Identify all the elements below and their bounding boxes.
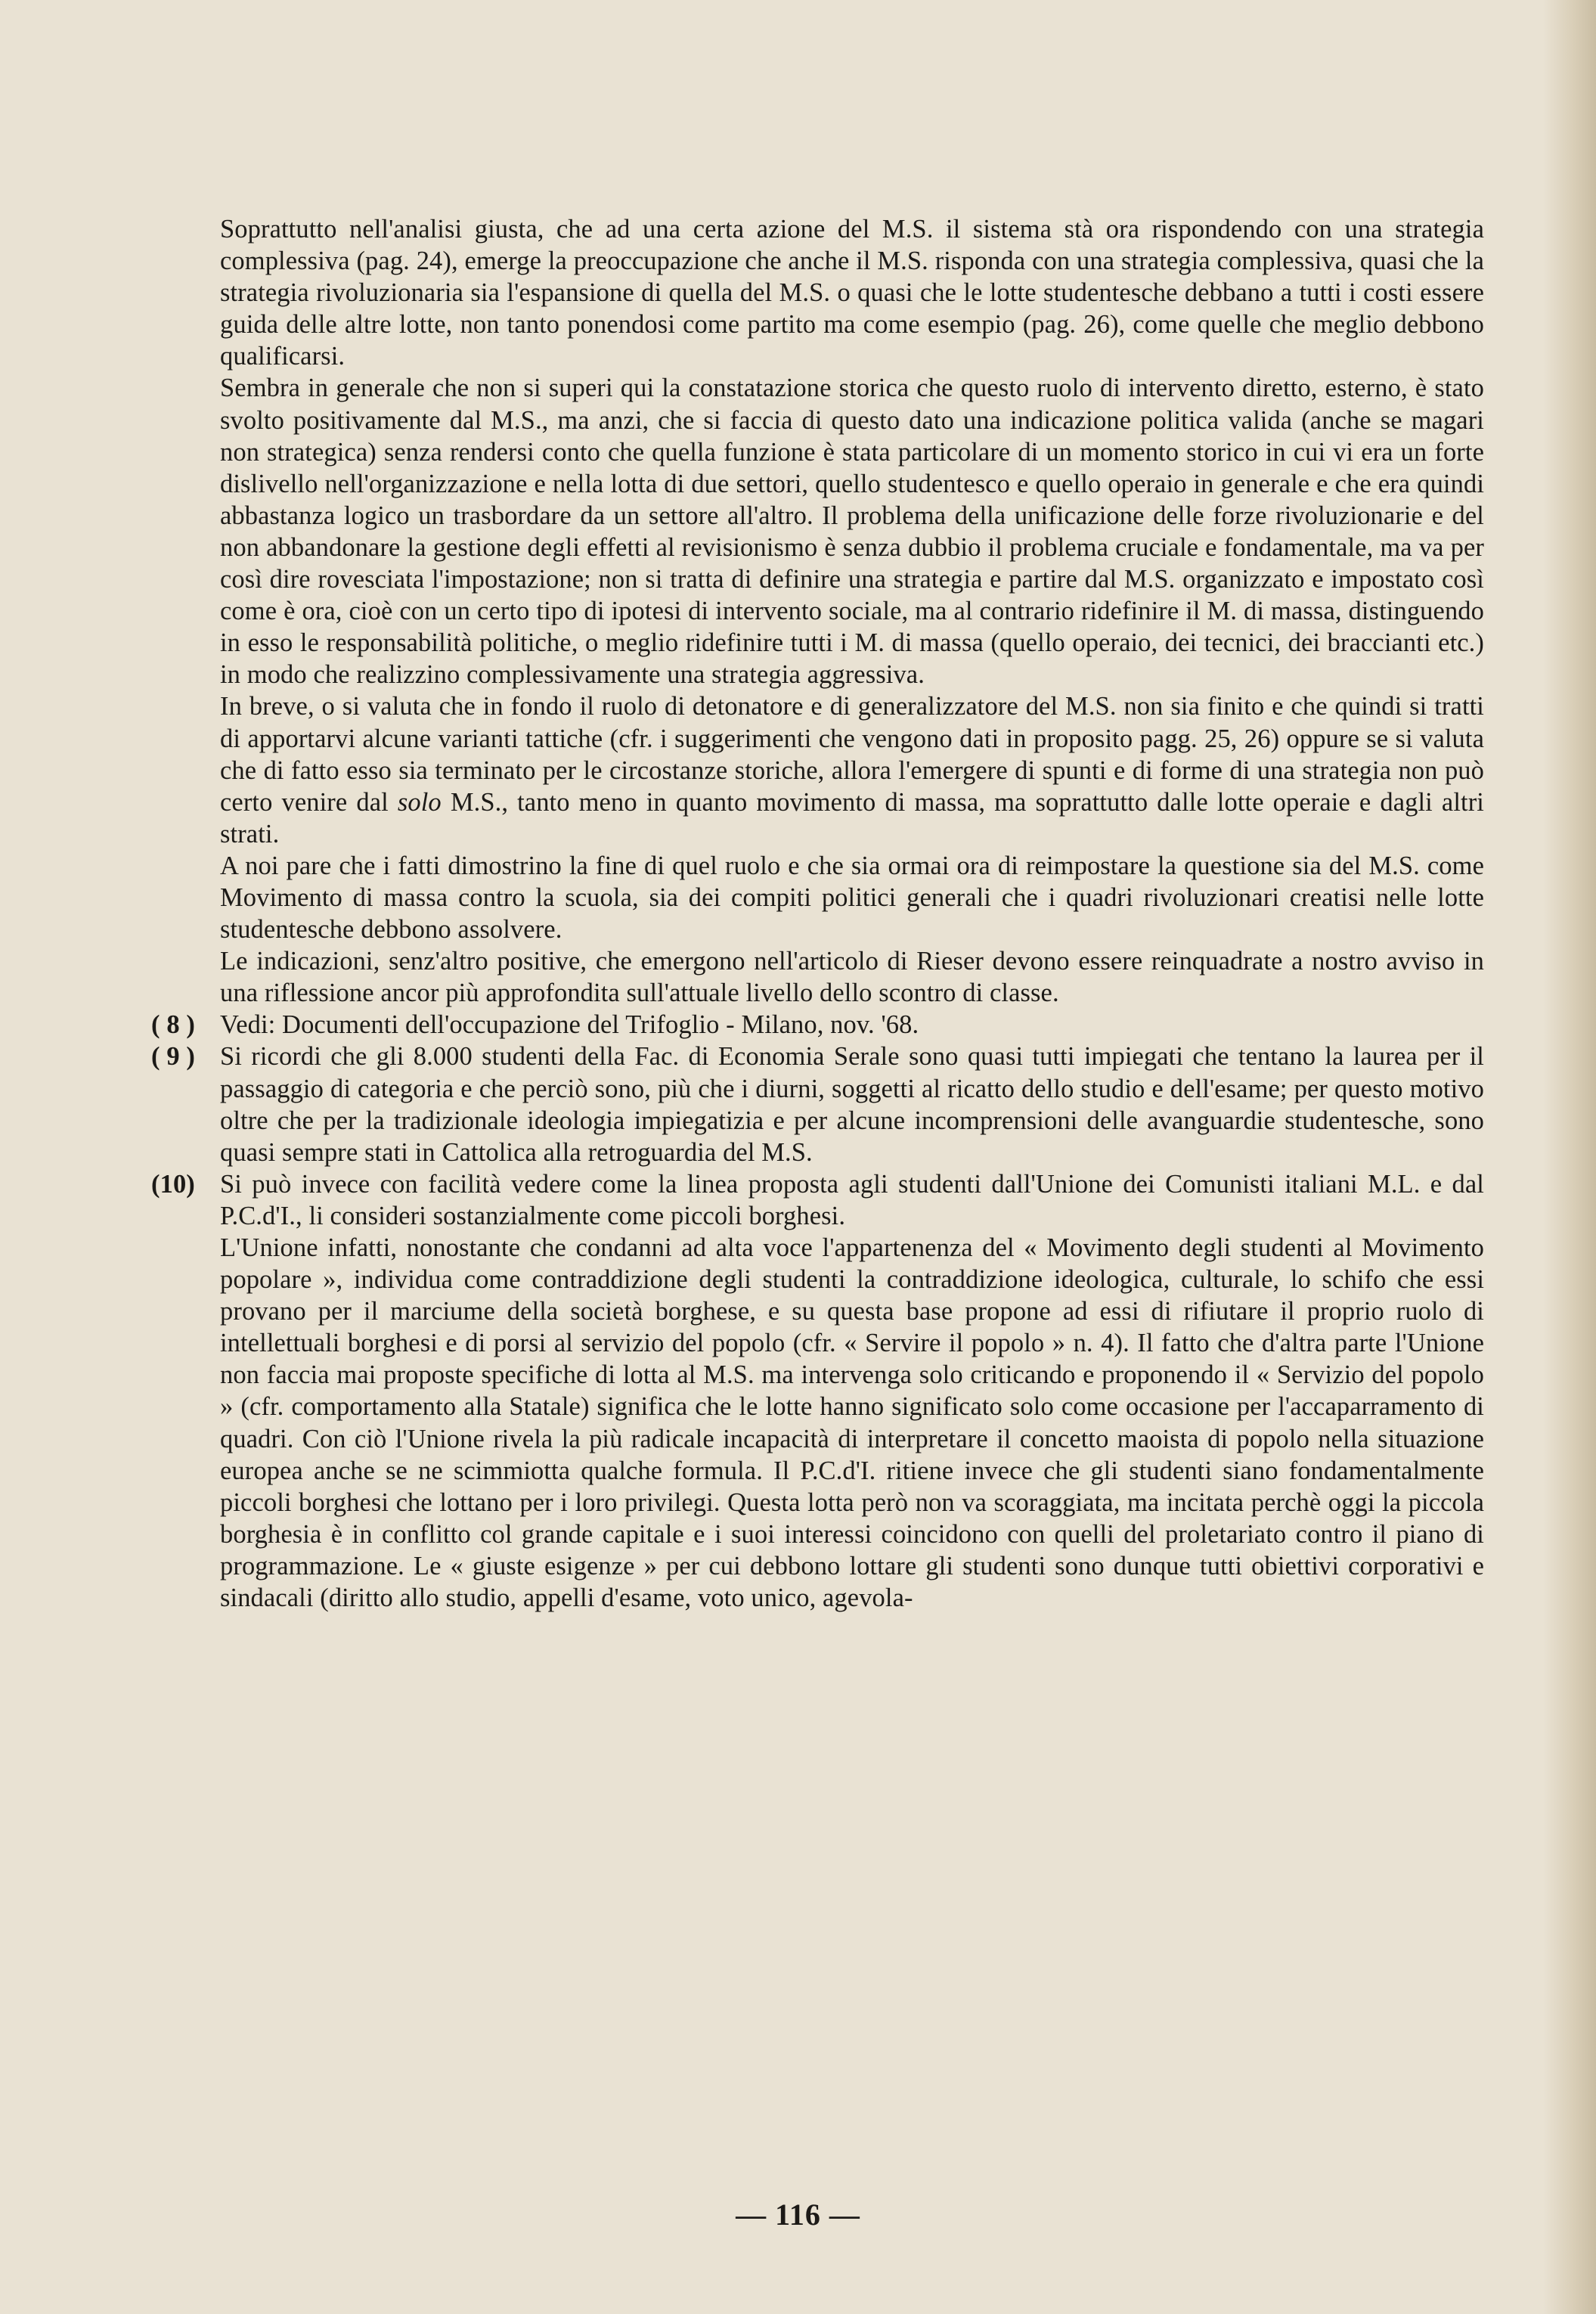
footnote-marker: ( 9 ) [151, 1042, 195, 1072]
footnote-text: Si può invece con facilità vedere come la linea proposta agli studenti dall'Unione dei Comunisti italiani M.L. e dal P.C.d'I., li consideri sostanzialmente come piccoli borghesi. [220, 1169, 1484, 1230]
footnote-9 [151, 1041, 1484, 1168]
paragraph-3-emphasis: solo [397, 787, 442, 817]
footnote-10 [151, 1168, 1484, 1614]
paragraph-5: Le indicazioni, senz'altro positive, che emergono nell'articolo di Rieser devono essere reinquadrate a nostro avviso in una riflessione ancor più approfondita sull'attuale livello dello scontro di classe. [220, 947, 1484, 1008]
footnote-continuation: L'Unione infatti, nonostante che condanni ad alta voce l'appartenenza del « Movimento degli studenti al Movimento popolare », individua come contraddizione degli studenti la contraddizione ideologica, culturale, lo schifo che essi provano per il marciume della società borghese, e su questa base propone ad essi di rifiutare il proprio ruolo di intellettuali borghesi e di porsi al servizio del popolo (cfr. « Servire il popolo » n. 4). Il fatto che d'altra parte l'Unione non faccia mai proposte specifiche di lotta al M.S. ma intervenga solo criticando e proponendo il « Servizio del popolo » (cfr. comportamento alla Statale) significa che le lotte hanno significato solo come occasione per l'accaparramento di quadri. Con ciò l'Unione rivela la più radicale incapacità di interpretare il concetto maoista di popolo nella situazione europea anche se ne scimmiotta qualche formula. Il P.C.d'I. ritiene invece che gli studenti siano fondamentalmente piccoli borghesi che lottano per i loro privilegi. Questa lotta però non va scoraggiata, ma incitata perchè oggi la piccola borghesia è in conflitto col grande capitale e i suoi interessi coincidono con quelli del proletariato contro il piano di programmazione. Le « giuste esigenze » per cui debbono lottare gli studenti sono dunque tutti obiettivi corporativi e sindacali (diritto allo studio, appelli d'esame, voto unico, agevola- [220, 1233, 1484, 1613]
paragraph-3 [220, 690, 1484, 849]
footnote-marker: (10) [151, 1169, 195, 1199]
body-text [151, 213, 1484, 1614]
footnote-marker: ( 8 ) [151, 1010, 195, 1040]
page-number: — 116 — [736, 2198, 860, 2232]
footnote-8 [151, 1009, 1484, 1041]
paragraph-4: A noi pare che i fatti dimostrino la fine di quel ruolo e che sia ormai ora di reimpostare la questione sia del M.S. come Movimento di massa contro la scuola, sia dei compiti politici generali che i quadri rivoluzionari creatisi nelle lotte studentesche debbono assolvere. [220, 851, 1484, 945]
page-edge-shadow [1543, 0, 1596, 2314]
paragraph-1: Soprattutto nell'analisi giusta, che ad una certa azione del M.S. il sistema stà ora rispondendo con una strategia complessiva (pag. 24), emerge la preoccupazione che anche il M.S. risponda con una strategia complessiva, quasi che la strategia rivoluzionaria sia l'espansione di quella del M.S. o quasi che le lotte studentesche debbano a tutti i costi essere guida delle altre lotte, non tanto ponendosi come partito ma come esempio (pag. 26), come quelle che meglio debbono qualificarsi. [220, 215, 1484, 371]
footnote-text: Vedi: Documenti dell'occupazione del Trifoglio - Milano, nov. '68. [220, 1010, 919, 1040]
footnote-text: Si ricordi che gli 8.000 studenti della Fac. di Economia Serale sono quasi tutti impiegati che tentano la laurea per il passaggio di categoria e che perciò sono, più che i diurni, soggetti al ricatto dello studio e dell'esame; per questo motivo oltre che per la tradizionale ideologia impiegatizia e per alcune incomprensioni delle avanguardie studentesche, sono quasi sempre stati in Cattolica alla retroguardia del M.S. [220, 1042, 1484, 1167]
paragraph-3-part-b: M.S., tanto meno in quanto movimento di massa, ma soprattutto dalle lotte operaie e dagli altri strati. [220, 787, 1484, 848]
paragraph-2: Sembra in generale che non si superi qui la constatazione storica che questo ruolo di intervento diretto, esterno, è stato svolto positivamente dal M.S., ma anzi, che si faccia di questo dato una indicazione politica valida (anche se magari non strategica) senza rendersi conto che quella funzione è stata particolare di un momento storico in cui vi era un forte dislivello nell'organizzazione e nella lotta di due settori, quello studentesco e quello operaio in generale e che era quindi abbastanza logico un trasbordare da un settore all'altro. Il problema della unificazione delle forze rivoluzionarie e del non abbandonare la gestione degli effetti al revisionismo è senza dubbio il problema cruciale e fondamentale, ma va per così dire rovesciata l'impostazione; non si tratta di definire una strategia e partire dal M.S. organizzato e impostato così come è ora, cioè con un certo tipo di ipotesi di intervento sociale, ma al contrario ridefinire il M. di massa, distinguendo in esso le responsabilità politiche, o meglio ridefinire tutti i M. di massa (quello operaio, dei tecnici, dei braccianti etc.) in modo che realizzino complessivamente una strategia aggressiva. [220, 374, 1484, 690]
paragraph-3-part-a: In breve, o si valuta che in fondo il ruolo di detonatore e di generalizzatore del M.S. non sia finito e che quindi si tratti di apportarvi alcune varianti tattiche (cfr. i suggerimenti che vengono dati in proposito pagg. 25, 26) oppure se si valuta che di fatto esso sia terminato per le circostanze storiche, allora l'emergere di spunti e di forme di una strategia non può certo venire dal [220, 692, 1484, 817]
